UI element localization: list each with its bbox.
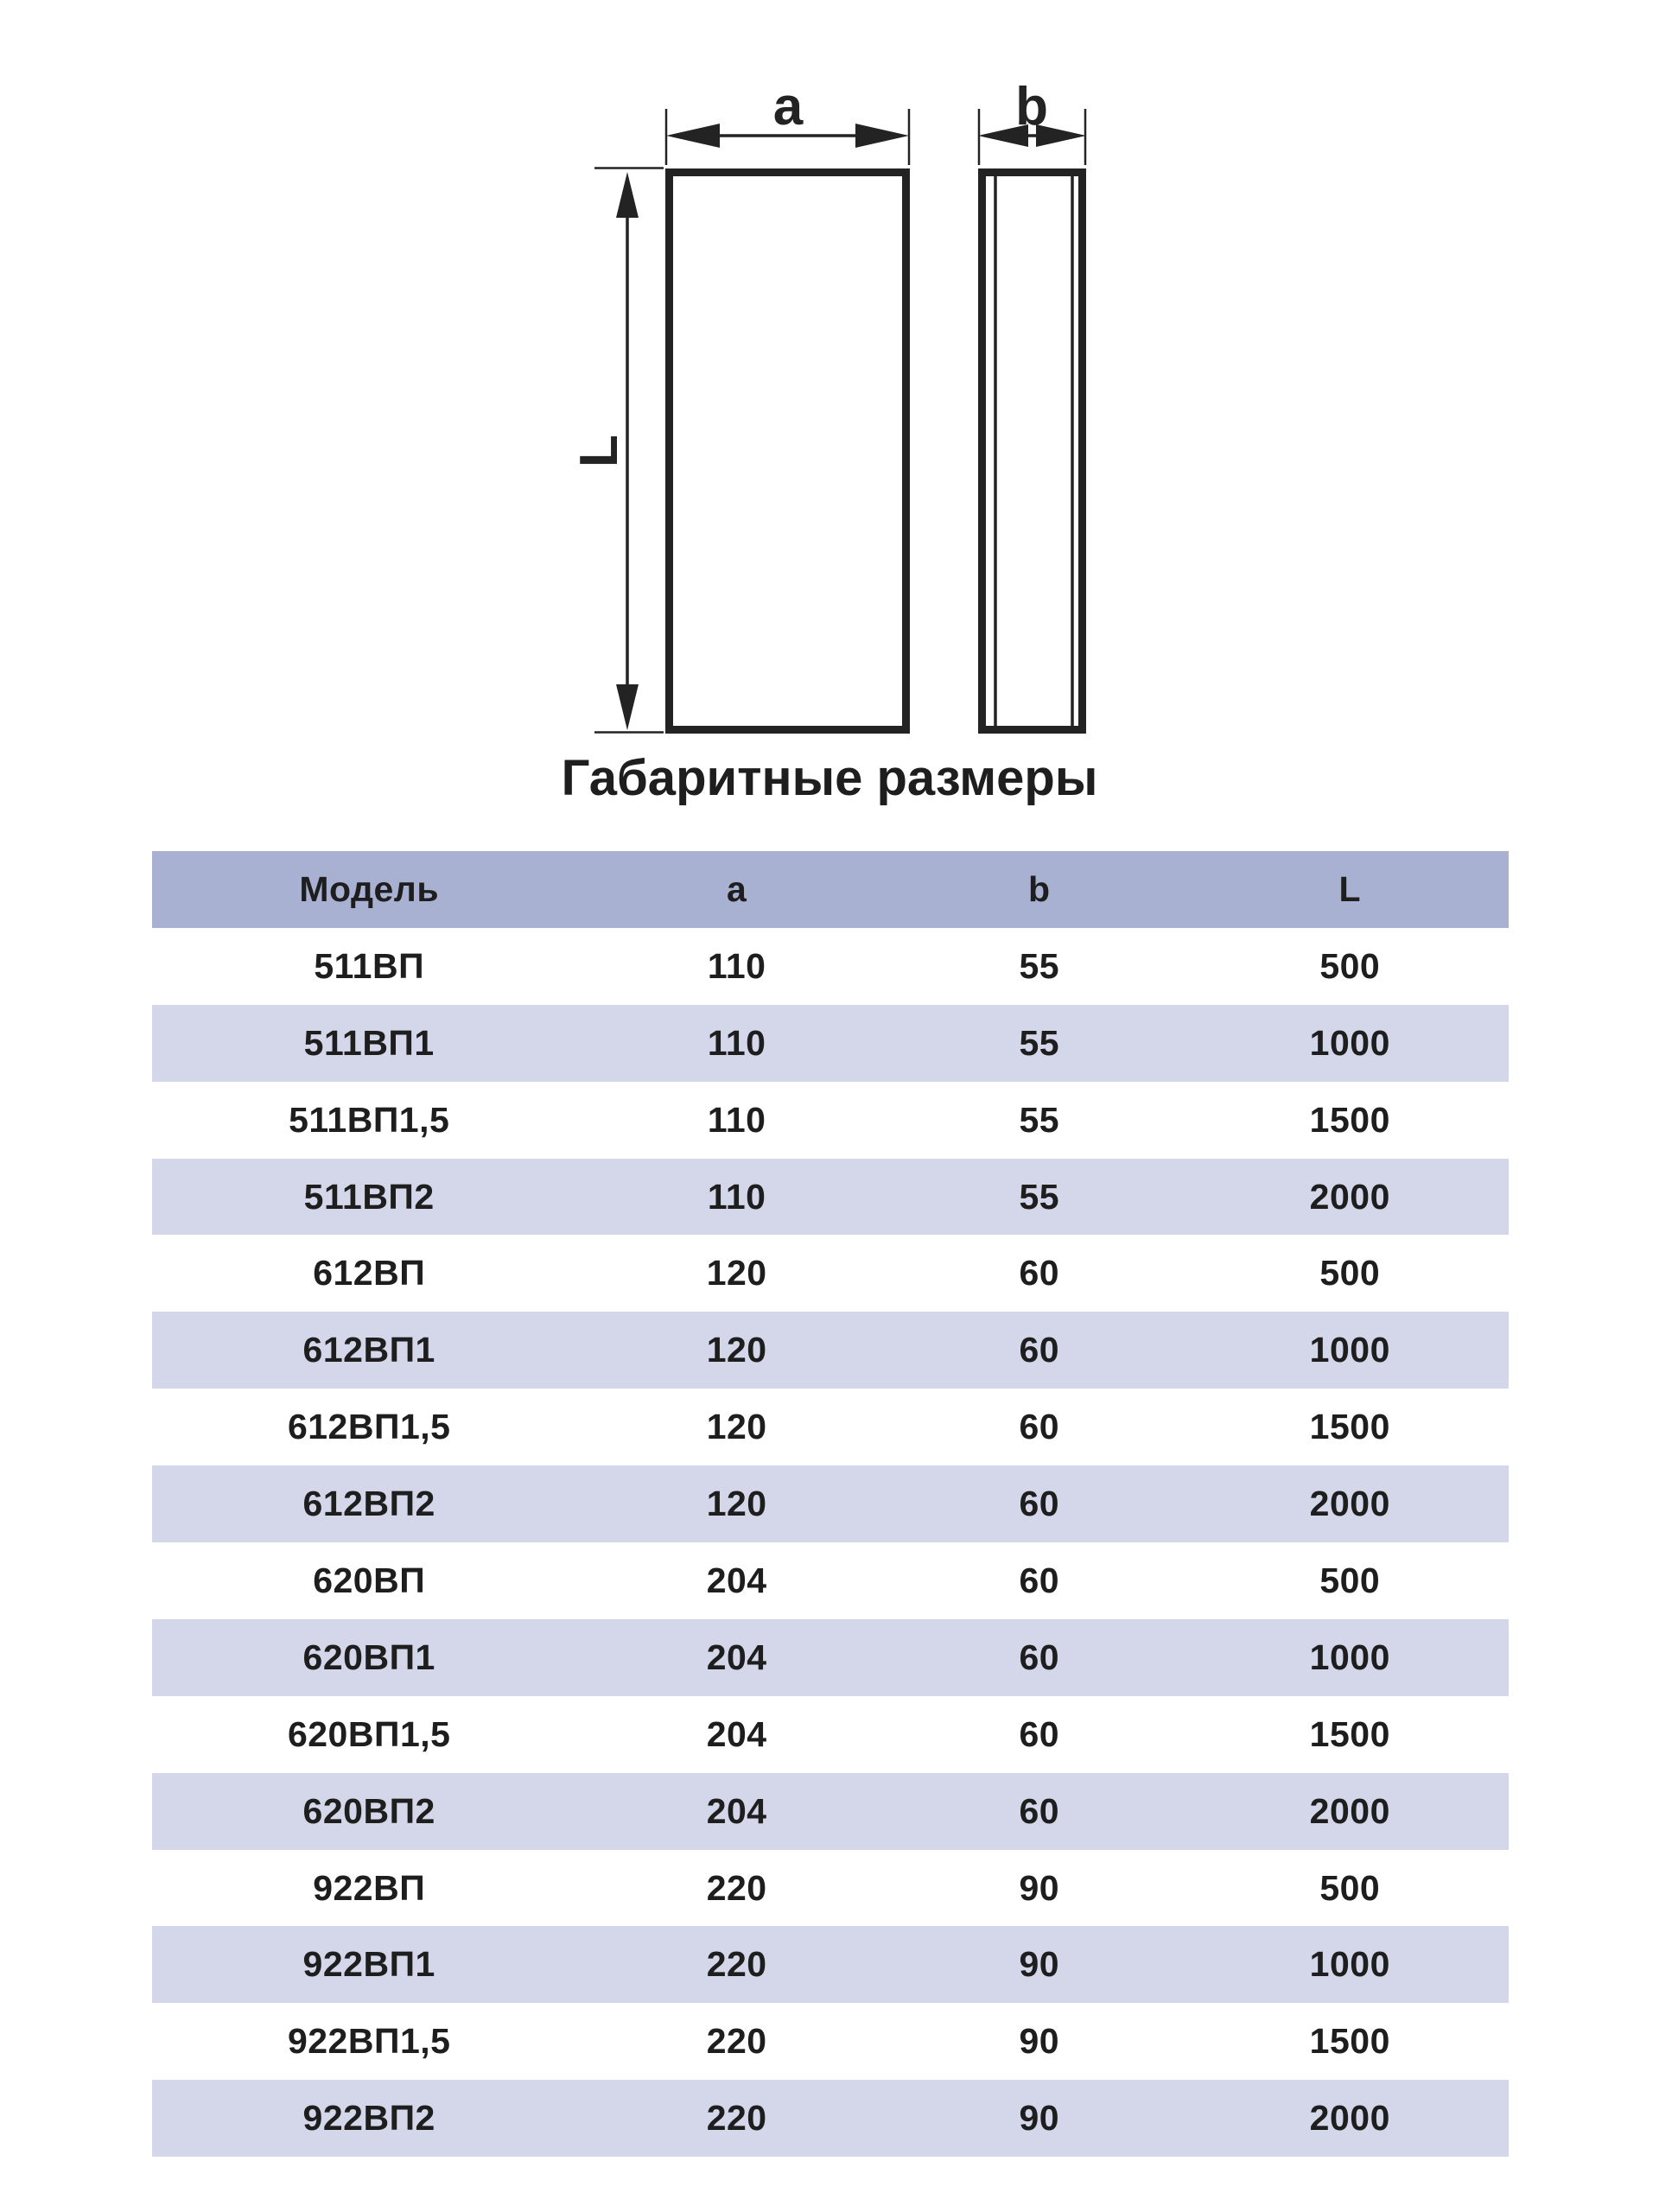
cell-l: 1500 bbox=[1309, 1407, 1390, 1447]
table-row bbox=[152, 1005, 1509, 1082]
cell-l: 1500 bbox=[1309, 1713, 1390, 1754]
cell-a: 110 bbox=[707, 1022, 766, 1063]
cell-model: 620ВП1,5 bbox=[287, 1713, 451, 1754]
table-row bbox=[152, 1542, 1509, 1619]
cell-a: 110 bbox=[707, 945, 766, 986]
cell-model: 511ВП bbox=[314, 945, 425, 986]
header-model: Модель bbox=[299, 868, 440, 909]
cell-a: 204 bbox=[706, 1560, 767, 1600]
cell-b: 90 bbox=[1019, 1867, 1060, 1908]
cell-a: 120 bbox=[706, 1407, 767, 1447]
table-row bbox=[152, 2080, 1509, 2157]
cell-model: 612ВП1 bbox=[302, 1330, 435, 1370]
table-row bbox=[152, 1082, 1509, 1159]
cell-b: 60 bbox=[1019, 1407, 1060, 1447]
front-view-rect bbox=[670, 173, 906, 730]
cell-b: 60 bbox=[1019, 1637, 1060, 1677]
table-row bbox=[152, 1926, 1509, 2003]
table-row bbox=[152, 1159, 1509, 1236]
cell-l: 500 bbox=[1319, 1560, 1381, 1600]
cell-l: 2000 bbox=[1309, 1790, 1390, 1831]
side-view-rect bbox=[982, 173, 1083, 730]
cell-model: 922ВП1,5 bbox=[287, 2021, 451, 2062]
cell-model: 922ВП1 bbox=[302, 1944, 435, 1985]
cell-l: 500 bbox=[1319, 1253, 1381, 1294]
header-a: a bbox=[727, 868, 747, 909]
cell-b: 60 bbox=[1019, 1484, 1060, 1524]
cell-model: 620ВП2 bbox=[302, 1790, 435, 1831]
cell-b: 60 bbox=[1019, 1790, 1060, 1831]
cell-a: 220 bbox=[706, 2021, 767, 2062]
table-row bbox=[152, 1235, 1509, 1312]
cell-l: 2000 bbox=[1309, 1176, 1390, 1217]
table-row bbox=[152, 1465, 1509, 1542]
cell-b: 60 bbox=[1019, 1253, 1060, 1294]
cell-l: 1000 bbox=[1309, 1637, 1390, 1677]
cell-l: 2000 bbox=[1309, 2098, 1390, 2139]
table-row bbox=[152, 1389, 1509, 1465]
dim-l-label: L bbox=[569, 435, 629, 467]
cell-a: 110 bbox=[707, 1176, 766, 1217]
table-row bbox=[152, 1696, 1509, 1773]
dimensions-table bbox=[152, 851, 1509, 2157]
cell-l: 1000 bbox=[1309, 1330, 1390, 1370]
cell-a: 220 bbox=[706, 2098, 767, 2139]
table-header-row bbox=[152, 851, 1509, 928]
table-row bbox=[152, 928, 1509, 1005]
cell-l: 500 bbox=[1319, 945, 1381, 986]
cell-b: 60 bbox=[1019, 1560, 1060, 1600]
cell-a: 204 bbox=[706, 1637, 767, 1677]
cell-b: 60 bbox=[1019, 1330, 1060, 1370]
cell-a: 220 bbox=[706, 1944, 767, 1985]
cell-model: 620ВП bbox=[313, 1560, 426, 1600]
cell-model: 922ВП bbox=[313, 1867, 426, 1908]
cell-model: 612ВП2 bbox=[302, 1484, 435, 1524]
dimension-drawing bbox=[0, 0, 1659, 830]
table-row bbox=[152, 1773, 1509, 1850]
cell-l: 1000 bbox=[1309, 1944, 1390, 1985]
cell-model: 620ВП1 bbox=[302, 1637, 435, 1677]
cell-b: 90 bbox=[1019, 2021, 1060, 2062]
cell-model: 922ВП2 bbox=[302, 2098, 435, 2139]
cell-b: 55 bbox=[1019, 1099, 1060, 1140]
cell-l: 2000 bbox=[1309, 1484, 1390, 1524]
cell-b: 60 bbox=[1019, 1713, 1060, 1754]
cell-a: 220 bbox=[706, 1867, 767, 1908]
cell-b: 55 bbox=[1019, 1176, 1060, 1217]
cell-model: 612ВП bbox=[313, 1253, 426, 1294]
cell-a: 204 bbox=[706, 1790, 767, 1831]
cell-model: 511ВП2 bbox=[303, 1176, 435, 1217]
cell-b: 90 bbox=[1019, 2098, 1060, 2139]
cell-model: 612ВП1,5 bbox=[287, 1407, 451, 1447]
table-body bbox=[152, 928, 1509, 2157]
cell-b: 90 bbox=[1019, 1944, 1060, 1985]
cell-a: 120 bbox=[706, 1253, 767, 1294]
cell-a: 120 bbox=[706, 1484, 767, 1524]
table-row bbox=[152, 1312, 1509, 1389]
cell-l: 1000 bbox=[1309, 1022, 1390, 1063]
table-row bbox=[152, 1619, 1509, 1696]
dim-a-label: a bbox=[772, 77, 804, 137]
cell-model: 511ВП1,5 bbox=[289, 1099, 450, 1140]
drawing-caption: Габаритные размеры bbox=[561, 750, 1098, 806]
header-b: b bbox=[1027, 868, 1051, 909]
table-row bbox=[152, 2003, 1509, 2080]
cell-a: 110 bbox=[707, 1099, 766, 1140]
header-l: L bbox=[1338, 868, 1362, 909]
cell-b: 55 bbox=[1019, 1022, 1060, 1063]
dim-b-label: b bbox=[1015, 77, 1048, 137]
cell-b: 55 bbox=[1019, 945, 1060, 986]
cell-l: 1500 bbox=[1309, 2021, 1390, 2062]
cell-model: 511ВП1 bbox=[303, 1022, 435, 1063]
cell-l: 1500 bbox=[1309, 1099, 1390, 1140]
cell-l: 500 bbox=[1319, 1867, 1381, 1908]
cell-a: 120 bbox=[706, 1330, 767, 1370]
cell-a: 204 bbox=[706, 1713, 767, 1754]
table-row bbox=[152, 1850, 1509, 1927]
